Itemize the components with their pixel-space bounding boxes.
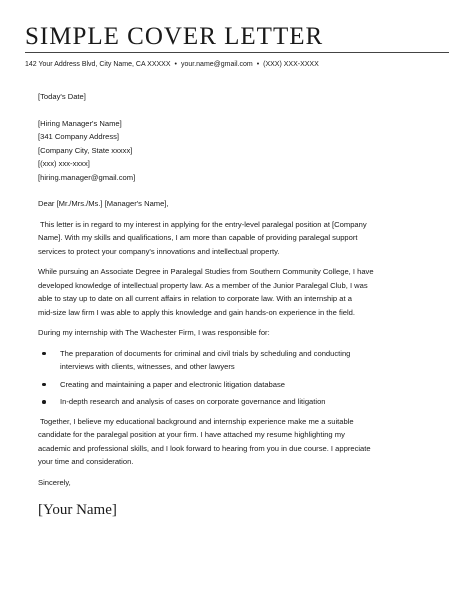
salutation <box>38 197 443 211</box>
paragraph-intro <box>38 218 443 259</box>
recipient-email: [hiring.manager@gmail.com] <box>38 172 136 182</box>
recipient-city-state: [Company City, State xxxxx] <box>38 145 133 155</box>
document-title: SIMPLE COVER LETTER <box>25 23 324 50</box>
paragraph-line: developed knowledge of intellectual property law. As a member of the Junior Paralegal Club, I was <box>38 280 368 290</box>
list-item <box>38 378 443 392</box>
recipient-name: [Hiring Manager's Name] <box>38 118 122 128</box>
closing-text: Sincerely, <box>38 477 71 487</box>
recipient-phone: [(xxx) xxx-xxxx] <box>38 159 90 168</box>
list-item-line: The preparation of documents for criminal and civil trials by scheduling and conducting <box>60 348 351 358</box>
list-item-line: interviews with clients, witnesses, and other lawyers <box>60 362 235 371</box>
paragraph-line: Together, I believe my educational background and internship experience make me a suitable <box>38 416 354 426</box>
paragraph-line: able to stay up to date on all current affairs in relation to corporate law. With an internship at a <box>38 294 352 303</box>
date-text: [Today's Date] <box>38 92 86 101</box>
paragraph-internship-intro <box>38 326 443 340</box>
paragraph-line: While pursuing an Associate Degree in Paralegal Studies from Southern Community College, I have <box>38 267 374 276</box>
contact-phone: (XXX) XXX-XXXX <box>263 61 319 68</box>
closing <box>38 476 443 490</box>
paragraph-line: your time and consideration. <box>38 457 134 466</box>
signature-name: [Your Name] <box>38 502 117 518</box>
responsibilities-list <box>38 347 443 409</box>
salutation-text: Dear [Mr./Mrs./Ms.] [Manager's Name], <box>38 199 169 208</box>
paragraph-education <box>38 265 443 319</box>
paragraph-line: Name]. With my skills and qualifications, I am more than capable of providing paralegal support <box>38 233 358 242</box>
contact-separator: • <box>256 61 260 68</box>
paragraph-line: candidate for the paralegal position at your firm. I have attached my resume highlighting my <box>38 430 345 439</box>
list-item-line: Creating and maintaining a paper and electronic litigation database <box>60 379 286 389</box>
list-item-line: In-depth research and analysis of cases on corporate governance and litigation <box>60 397 326 406</box>
letter-body <box>38 90 443 519</box>
paragraph-line: During my internship with The Wachester Firm, I was responsible for: <box>38 328 270 337</box>
contact-line <box>25 59 319 71</box>
contact-email: your.name@gmail.com <box>180 61 253 68</box>
paragraph-line: This letter is in regard to my interest in applying for the entry-level paralegal position at [Company <box>38 219 367 229</box>
recipient-address: [341 Company Address] <box>38 132 120 141</box>
list-item <box>38 347 443 374</box>
paragraph-line: mid-size law firm I was able to apply this knowledge and gain hands-on experience in the field. <box>38 307 356 317</box>
paragraph-conclusion <box>38 415 443 469</box>
letter-date <box>38 90 443 104</box>
contact-separator: • <box>174 61 177 68</box>
paragraph-line: academic and professional skills, and I look forward to hearing from you in due course. I appreciate <box>38 443 371 453</box>
recipient-block <box>38 117 443 185</box>
paragraph-line: services to protect your company's innovations and intellectual property. <box>38 246 280 256</box>
list-item <box>38 395 443 409</box>
header-divider <box>25 52 449 53</box>
contact-address: 142 Your Address Blvd, City Name, CA XXXXX <box>25 61 171 68</box>
